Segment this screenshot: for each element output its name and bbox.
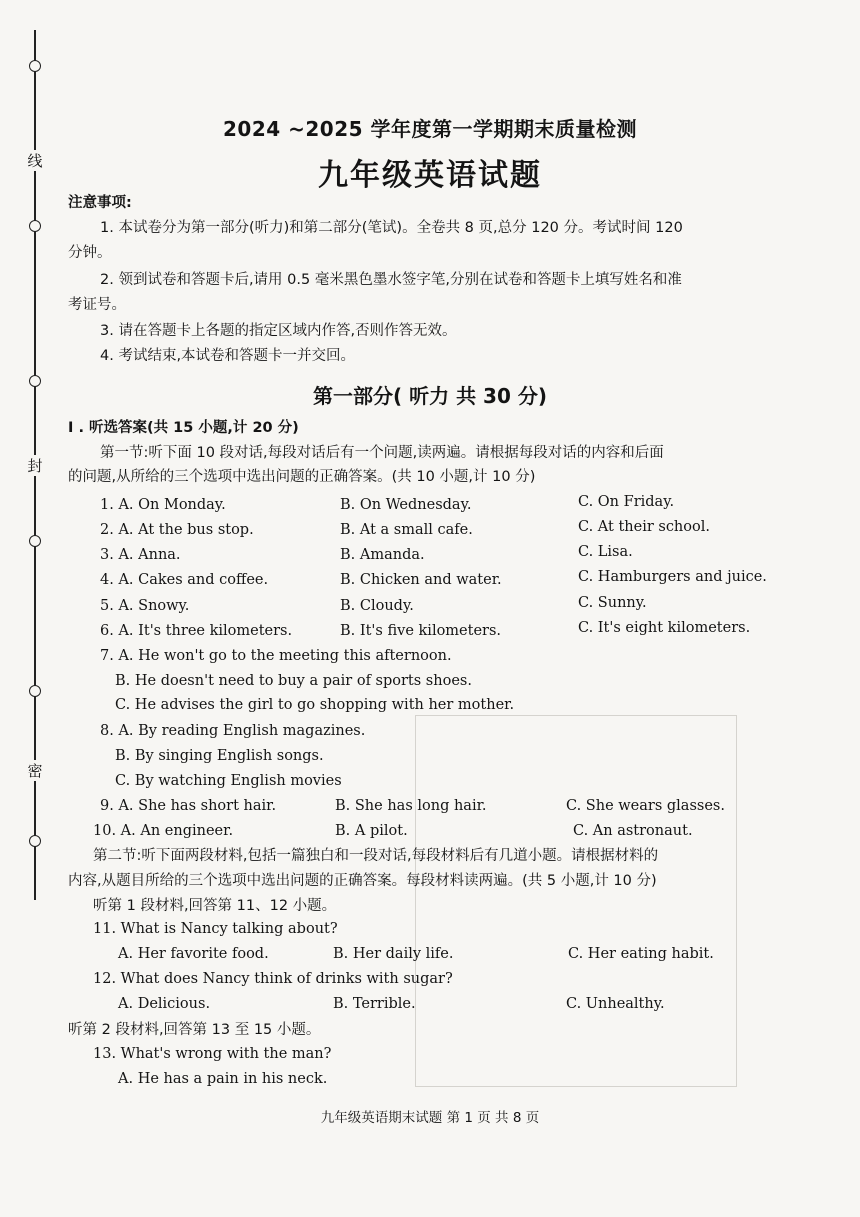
binding-circle [29, 535, 41, 547]
section-instructions: 第二节:听下面两段材料,包括一篇独白和一段对话,每段材料后有几道小题。请根据材料的 [93, 848, 659, 864]
question-10-option-a: 10. A. An engineer. [93, 823, 234, 839]
question-11-option-b: B. Her daily life. [333, 946, 454, 962]
question-1-option-b: B. On Wednesday. [340, 497, 472, 513]
section-instructions: 内容,从题目所给的三个选项中选出问题的正确答案。每段材料读两遍。(共 5 小题,计 10 分) [68, 873, 657, 889]
question-1-option-c: C. On Friday. [578, 494, 675, 510]
part-title: 第一部分( 听力 共 30 分) [313, 384, 547, 408]
question-11-option-c: C. Her eating habit. [568, 946, 714, 962]
question-5-option-b: B. Cloudy. [340, 598, 414, 614]
question-4-option-a: 4. A. Cakes and coffee. [100, 572, 269, 588]
question-8-option-b: B. By singing English songs. [115, 748, 324, 764]
question-5-option-a: 5. A. Snowy. [100, 598, 190, 614]
notes-line: 1. 本试卷分为第一部分(听力)和第二部分(笔试)。全卷共 8 页,总分 120 分。考试时间 120 [100, 220, 683, 236]
question-2-option-b: B. At a small cafe. [340, 522, 473, 538]
question-2-option-a: 2. A. At the bus stop. [100, 522, 254, 538]
notes-line: 分钟。 [68, 245, 112, 261]
exam-title: 2024 ~2025 学年度第一学期期末质量检测 [222, 117, 637, 141]
binding-circle [29, 60, 41, 72]
question-3-option-c: C. Lisa. [578, 544, 633, 560]
question-11-option-a: A. Her favorite food. [118, 946, 269, 962]
section-instructions: 第一节:听下面 10 段对话,每段对话后有一个问题,读两遍。请根据每段对话的内容和后面 [100, 445, 664, 461]
question-4-option-b: B. Chicken and water. [340, 572, 502, 588]
bleed-through-box [415, 715, 737, 1087]
notes-line: 2. 领到试卷和答题卡后,请用 0.5 毫米黑色墨水签字笔,分别在试卷和答题卡上填写姓名和准 [100, 272, 682, 288]
question-13-stem: 13. What's wrong with the man? [93, 1046, 332, 1062]
question-13-option-a: A. He has a pain in his neck. [118, 1071, 328, 1087]
exam-subtitle: 九年级英语试题 [318, 158, 542, 193]
binding-circle [29, 685, 41, 697]
question-6-option-b: B. It's five kilometers. [340, 623, 502, 639]
question-12-option-a: A. Delicious. [118, 996, 211, 1012]
question-12-option-b: B. Terrible. [333, 996, 416, 1012]
material-2-heading: 听第 2 段材料,回答第 13 至 15 小题。 [68, 1022, 321, 1038]
notes-line: 考证号。 [68, 297, 126, 313]
question-9-option-b: B. She has long hair. [335, 798, 487, 814]
binding-mark-seal: 封 [22, 455, 48, 476]
page-footer: 九年级英语期末试题 第 1 页 共 8 页 [320, 1110, 540, 1126]
binding-mark-line: 线 [22, 150, 48, 171]
question-8-option-a: 8. A. By reading English magazines. [100, 723, 366, 739]
question-7-option-b: B. He doesn't need to buy a pair of sports shoes. [115, 673, 472, 689]
binding-circle [29, 835, 41, 847]
section-title: I . 听选答案(共 15 小题,计 20 分) [68, 420, 299, 436]
question-9-option-c: C. She wears glasses. [566, 798, 725, 814]
question-5-option-c: C. Sunny. [578, 595, 647, 611]
question-2-option-c: C. At their school. [578, 519, 710, 535]
question-11-stem: 11. What is Nancy talking about? [93, 921, 338, 937]
question-10-option-b: B. A pilot. [335, 823, 408, 839]
question-10-option-c: C. An astronaut. [573, 823, 693, 839]
question-1-option-a: 1. A. On Monday. [100, 497, 226, 513]
binding-mark-secret: 密 [22, 760, 48, 781]
notes-line: 3. 请在答题卡上各题的指定区域内作答,否则作答无效。 [100, 323, 457, 339]
question-12-option-c: C. Unhealthy. [566, 996, 665, 1012]
question-9-option-a: 9. A. She has short hair. [100, 798, 277, 814]
question-6-option-a: 6. A. It's three kilometers. [100, 623, 293, 639]
notes-heading: 注意事项: [68, 195, 132, 211]
question-7-option-a: 7. A. He won't go to the meeting this afternoon. [100, 648, 452, 664]
question-3-option-a: 3. A. Anna. [100, 547, 181, 563]
notes-line: 4. 考试结束,本试卷和答题卡一并交回。 [100, 348, 356, 364]
section-instructions: 的问题,从所给的三个选项中选出问题的正确答案。(共 10 小题,计 10 分) [68, 469, 536, 485]
material-1-heading: 听第 1 段材料,回答第 11、12 小题。 [93, 898, 337, 914]
question-6-option-c: C. It's eight kilometers. [578, 620, 751, 636]
question-12-stem: 12. What does Nancy think of drinks with sugar? [93, 971, 453, 987]
question-4-option-c: C. Hamburgers and juice. [578, 569, 767, 585]
question-8-option-c: C. By watching English movies [115, 773, 342, 789]
question-7-option-c: C. He advises the girl to go shopping with her mother. [115, 697, 515, 713]
binding-circle [29, 220, 41, 232]
question-3-option-b: B. Amanda. [340, 547, 425, 563]
